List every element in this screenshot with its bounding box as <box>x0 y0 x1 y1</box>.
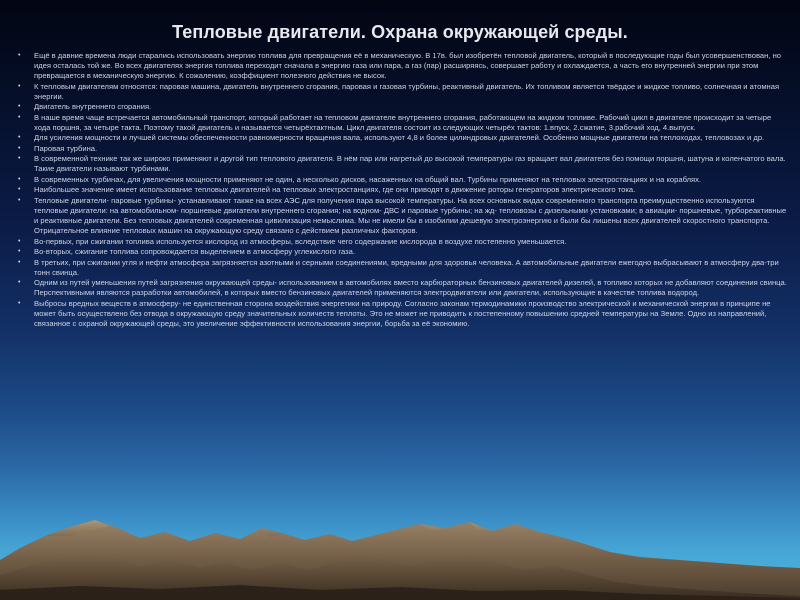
list-item <box>18 113 788 133</box>
list-item <box>18 51 788 81</box>
bullet-icon: • <box>18 186 21 194</box>
paragraph-text: Двигатель внутреннего сгорания. <box>34 102 152 112</box>
bullet-icon: • <box>18 175 21 183</box>
bullet-icon: • <box>18 103 21 111</box>
bullet-list <box>18 51 788 329</box>
paragraph-text: Во-вторых, сжигание топлива сопровождается выделением в атмосферу углекислого газа. <box>34 247 355 257</box>
paragraph-text: Во-первых, при сжигании топлива используется кислород из атмосферы, вследствие чего содержание кислорода в воздухе постепенно уменьшается. <box>34 236 567 246</box>
list-item <box>18 247 788 257</box>
list-item <box>18 154 788 174</box>
paragraph-text: Наибольшее значение имеет использование тепловых двигателей на тепловых электростанциях, где они приводят в движение роторы генераторов электрического тока. <box>34 185 636 195</box>
bullet-icon: • <box>18 258 21 266</box>
list-item <box>18 299 788 329</box>
bullet-icon: • <box>18 134 21 142</box>
bullet-icon: • <box>18 248 21 256</box>
bullet-icon: • <box>18 196 21 204</box>
list-item <box>18 258 788 278</box>
bullet-icon: • <box>18 144 21 152</box>
list-item <box>18 82 788 102</box>
paragraph-text: Для усиления мощности и лучшей системы обеспеченности равномерности вращения вала, используют 4,8 и более цилиндровых двигателей. Особенно мощные двигатели на теплоходах, тепловозах и др. <box>34 133 765 143</box>
paragraph-text: В современных турбинах, для увеличения мощности применяют не один, а несколько дисков, насаженных на общий вал. Турбины применяют на тепловых электростанциях и на кораблях. <box>34 174 702 184</box>
paragraph-text: Одним из путей уменьшения путей загрязнения окружающей среды- использованием в автомобилях вместо карбюраторных бензиновых двигателей дизелей, в топливо которых не добавляют соединения свинца. Перспективными являются разработки автомобилей, в которых вместо бензиновых двигателей применяются электродвигатели или двигатели, использующие в качестве топлива водород. <box>34 278 787 298</box>
bullet-icon: • <box>18 82 21 90</box>
paragraph-text: В третьих, при сжигании угля и нефти атмосфера загрязняется азотными и серными соединениями, вредными для здоровья человека. А автомобильные двигатели ежегодно выбрасывают в атмосферу два-три тонн свинца. <box>34 257 779 277</box>
list-item <box>18 175 788 185</box>
paragraph-text: Выбросы вредных веществ в атмосферу- не единственная сторона воздействия энергетики на природу. Согласно законам термодинамики производство электрической и механической энергии в принципе не может быть осуществлено без отвода в окружающую среду значительных количеств теплоты. Это не может не приводить к постепенному повышению средней температуры на Земле. Одно из направлений, связанное с охраной окружающей среды, это увеличение эффективности использования энергии, борьба за её экономию. <box>34 298 771 328</box>
bullet-icon: • <box>18 113 21 121</box>
list-item <box>18 133 788 143</box>
list-item <box>18 185 788 195</box>
list-item <box>18 237 788 247</box>
paragraph-text: Ещё в давние времена люди старались использовать энергию топлива для превращения её в механическую. В 17в. был изобретён тепловой двигатель, который в последующие годы был усовершенствован, но идея осталась той же. Во всех двигателях энергия топлива переходит сначала в энергию газа или пара, а газ (пар) расширяясь, совершает работу и охлаждается, а часть его внутренней энергии при этом превращается в механическую энергию. К сожалению, коэффициент полезного действия не высок. <box>34 51 781 81</box>
bullet-icon: • <box>18 279 21 287</box>
bullet-icon: • <box>18 52 21 59</box>
paragraph-text: В современной технике так же широко применяют и другой тип теплового двигателя. В нём пар или нагретый до высокой температуры газ вращает вал двигателя без помощи поршня, шатуна и коленчатого вала. Такие двигатели называют турбинами. <box>34 154 786 174</box>
list-item <box>18 102 788 112</box>
list-item <box>18 144 788 154</box>
paragraph-text: Тепловые двигатели- паровые турбины- устанавливают также на всех АЭС для получения пара высокой температуры. На всех основных видах современного транспорта преимущественно используются тепловые двигатели: на автомобильном- поршневые двигатели внутреннего сгорания; на водном- ДВС и паровые турбины; на жд- тепловозы с дизельными установками; в авиации- поршневые, турбореактивные и реактивные двигатели. Без тепловых двигателей современная цивилизация немыслима. Мы не имели бы в изобилии дешевую электроэнергию и были бы лишены всех двигателей скоростного транспорта. Отрицательное влияние тепловых машин на окружающую среду связано с действием различных факторов. <box>34 195 787 236</box>
paragraph-text: Паровая турбина. <box>34 143 98 153</box>
bullet-icon: • <box>18 237 21 245</box>
list-item <box>18 278 788 298</box>
slide-title: Тепловые двигатели. Охрана окружающей среды. <box>172 22 628 42</box>
list-item <box>18 196 788 236</box>
bullet-icon: • <box>18 299 21 307</box>
bullet-icon: • <box>18 155 21 163</box>
paragraph-text: В наше время чаще встречается автомобильный транспорт, который работает на тепловом двигателе внутреннего сгорания, работающем на жидком топливе. Рабочий цикл в двигателе происходит за четыре хода поршня, за четыре такта. Поэтому такой двигатель и называется четырёхтактным. Цикл двигателя состоит из следующих четырёх тактов: 1.впуск, 2.сжатие, 3.рабочий ход, 4.выпуск. <box>34 112 772 132</box>
paragraph-text: К тепловым двигателям относятся: паровая машина, двигатель внутреннего сгорания, паровая и газовая турбины, реактивный двигатель. Их топливом является твёрдое и жидкое топливо, солнечная и атомная энергии. <box>34 81 780 101</box>
